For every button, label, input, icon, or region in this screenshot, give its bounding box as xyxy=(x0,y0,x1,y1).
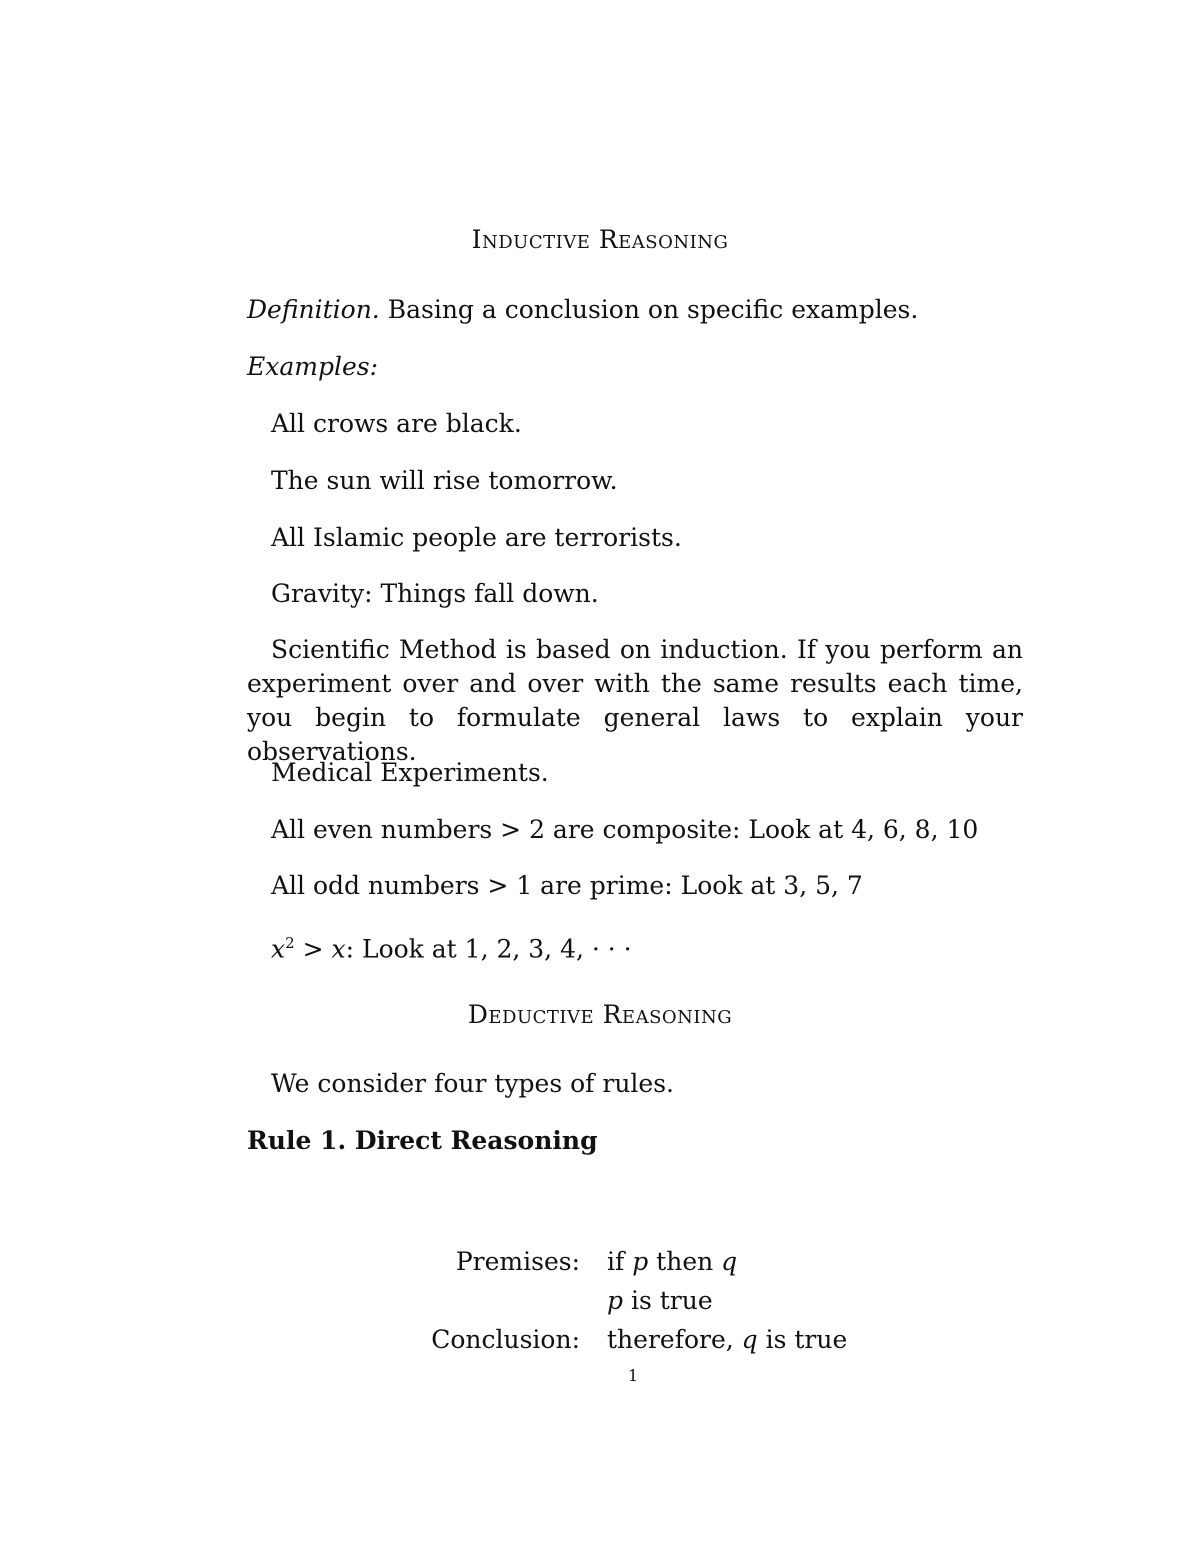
conclusion-therefore: therefore, xyxy=(607,1325,742,1354)
scientific-method-paragraph: Scientific Method is based on induction. If you perform an experiment over and over with the same results each time, you begin to formulate general laws to explain your observations. xyxy=(247,635,1023,766)
definition-line xyxy=(247,294,918,326)
math-var-q: q xyxy=(741,1325,758,1354)
example-item: All crows are black. xyxy=(271,409,522,438)
premise-2-rest: is true xyxy=(623,1286,713,1315)
premise-1 xyxy=(607,1243,737,1281)
medical-experiments: Medical Experiments. xyxy=(271,758,549,787)
math-exponent: 2 xyxy=(285,934,295,952)
inductive-title: Inductive Reasoning xyxy=(471,225,729,254)
math-var-x: x xyxy=(271,934,286,964)
math-var-q: q xyxy=(721,1247,738,1276)
square-example xyxy=(271,927,632,965)
definition-text: Basing a conclusion on specific examples. xyxy=(379,295,919,324)
odd-numbers-example: All odd numbers > 1 are prime: Look at 3, 5, 7 xyxy=(271,871,863,900)
premises-label: Premises: xyxy=(455,1247,580,1276)
rule1-heading: Rule 1. Direct Reasoning xyxy=(247,1126,598,1155)
even-numbers-example: All even numbers > 2 are composite: Look at 4, 6, 8, 10 xyxy=(271,815,979,844)
definition-label: Definition. xyxy=(247,295,380,324)
examples-label: Examples: xyxy=(247,352,379,381)
premise-1-then: then xyxy=(648,1247,722,1276)
math-var-p: p xyxy=(632,1247,649,1276)
premise-1-if: if xyxy=(607,1247,633,1276)
deductive-title: Deductive Reasoning xyxy=(467,1000,733,1029)
math-var-p: p xyxy=(607,1286,624,1315)
example-item: All Islamic people are terrorists. xyxy=(271,523,682,552)
math-gt: > xyxy=(294,934,332,964)
example-item: The sun will rise tomorrow. xyxy=(271,466,618,495)
conclusion-label: Conclusion: xyxy=(431,1325,580,1354)
math-var-x: x xyxy=(331,934,346,964)
example-item: Gravity: Things fall down. xyxy=(271,579,599,608)
square-example-rest: : Look at 1, 2, 3, 4, · · · xyxy=(345,934,632,964)
premise-2 xyxy=(607,1282,713,1320)
deductive-intro: We consider four types of rules. xyxy=(271,1069,674,1098)
conclusion xyxy=(607,1321,847,1359)
page-number: 1 xyxy=(628,1366,639,1385)
conclusion-rest: is true xyxy=(757,1325,848,1354)
